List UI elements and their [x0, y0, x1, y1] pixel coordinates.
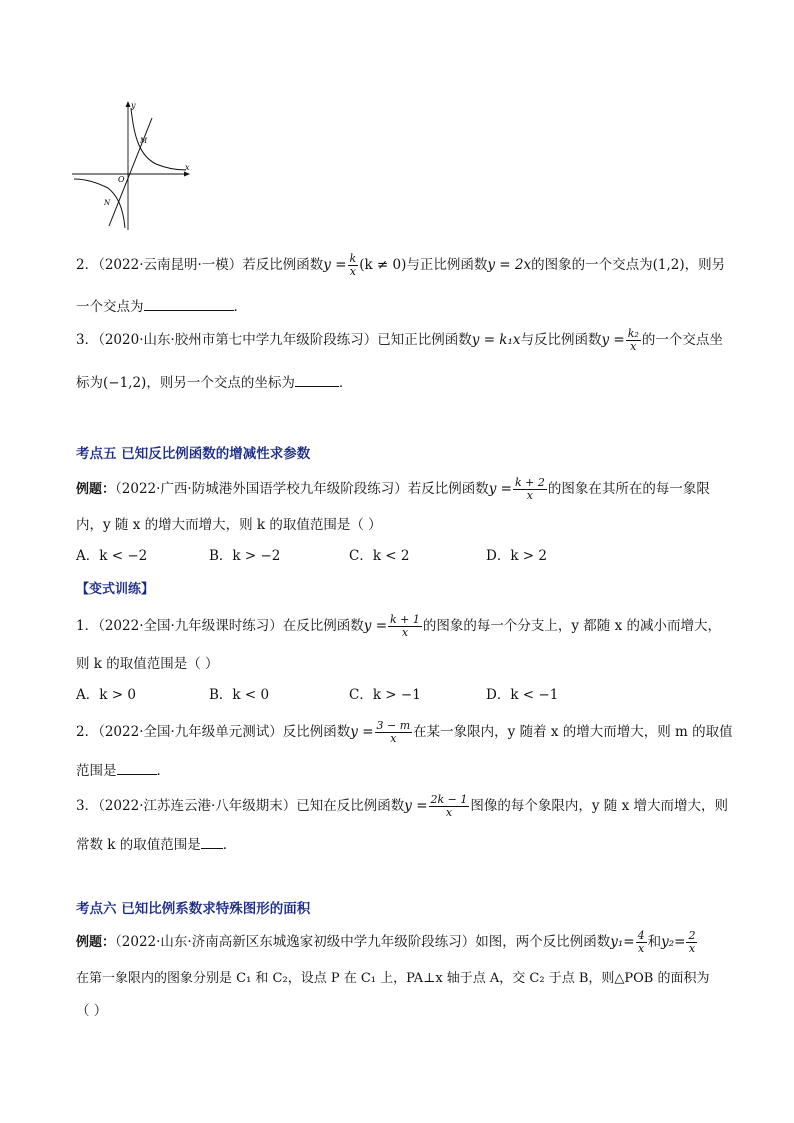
example-5-line2: 内，y 随 x 的增大而增大，则 k 的取值范围是（ ） [76, 517, 382, 533]
point-m-label: M [140, 137, 148, 145]
x-axis-arrow-icon [184, 172, 190, 177]
answer-blank[interactable] [295, 372, 339, 387]
example-6-line3: （ ） [76, 1003, 108, 1019]
variant-2-line2: 范围是 ． [76, 760, 170, 781]
variant-1-option-b[interactable]: B．k < 0 [209, 687, 270, 703]
y-axis-label: y [131, 101, 136, 110]
origin-label: O [118, 175, 125, 184]
variant-1-line2: 则 k 的取值范围是（ ） [76, 656, 219, 672]
section-6-title: 考点六 已知比例系数求特殊图形的面积 [76, 901, 311, 917]
question-2-line2: 一个交点为 ． [76, 296, 247, 317]
direct-proportion-line [109, 118, 152, 226]
variant-1-line1: 1．（2022·全国·九年级课时练习）在反比例函数y = $\frac{k + 1}{x}$ 的图象的每一个分支上，y 都随 x 的减小而增大， [76, 613, 722, 639]
x-axis-label: x [185, 163, 190, 172]
question-3-line2: 标为(−1,2)，则另一个交点的坐标为 ． [76, 372, 352, 393]
point-n-label: N [104, 199, 111, 207]
example-5-option-b[interactable]: B．k > −2 [209, 548, 281, 564]
variant-3-line2: 常数 k 的取值范围是 ． [76, 834, 236, 855]
variant-3-line1: 3．（2022·江苏连云港·八年级期末）已知在反比例函数y = $\frac{2k - 1}{x}$ 图像的每个象限内，y 随 x 增大而增大，则 [76, 793, 729, 819]
answer-blank[interactable] [144, 296, 234, 311]
section-5-title: 考点五 已知反比例函数的增减性求参数 [76, 446, 311, 462]
y-axis-arrow-icon [126, 101, 131, 107]
variant-1-option-a[interactable]: A．k > 0 [76, 687, 136, 703]
answer-blank[interactable] [117, 760, 157, 775]
answer-blank[interactable] [201, 834, 223, 849]
example-5-option-c[interactable]: C．k < 2 [349, 548, 410, 564]
example-5-option-d[interactable]: D．k > 2 [486, 548, 547, 564]
hyperbola-branch-q3 [74, 179, 125, 228]
example-6-line1: 例题：（2022·山东·济南高新区东城逸家初级中学九年级阶段练习）如图，两个反比例函数y₁= $\frac{4}{x}$ 和y₂= $\frac{2}{x}$ [76, 929, 696, 955]
variant-training-label: 【变式训练】 [76, 582, 155, 597]
question-3-line1: 3．（2020·山东·胶州市第七中学九年级阶段练习）已知正比例函数y = k₁x与反比例函数y = $\frac{\text{k₂}}{x}$ 的一个交点坐 [76, 327, 723, 353]
variant-1-option-d[interactable]: D．k < −1 [486, 687, 559, 703]
variant-1-option-c[interactable]: C．k > −1 [349, 687, 421, 703]
example-5-line1: 例题：（2022·广西·防城港外国语学校九年级阶段练习）若反比例函数y = $\frac{k + 2}{x}$ 的图象在其所在的每一象限 [76, 476, 710, 502]
question-2-line1: 2．（2022·云南昆明·一模）若反比例函数y = $\frac{k}{x}$ (k ≠ 0)与正比例函数y = 2x的图象的一个交点为(1,2)，则另 [76, 252, 726, 278]
function-graph-figure [68, 98, 198, 234]
variant-2-line1: 2．（2022·全国·九年级单元测试）反比例函数y = $\frac{3 - m}{x}$ 在某一象限内，y 随着 x 的增大而增大，则 m 的取值 [76, 719, 733, 745]
example-6-line2: 在第一象限内的图象分别是 C₁ 和 C₂，设点 P 在 C₁ 上，PA⊥x 轴于点 A，交 C₂ 于点 B，则△POB 的面积为 [76, 971, 710, 986]
example-5-option-a[interactable]: A．k < −2 [76, 548, 148, 564]
